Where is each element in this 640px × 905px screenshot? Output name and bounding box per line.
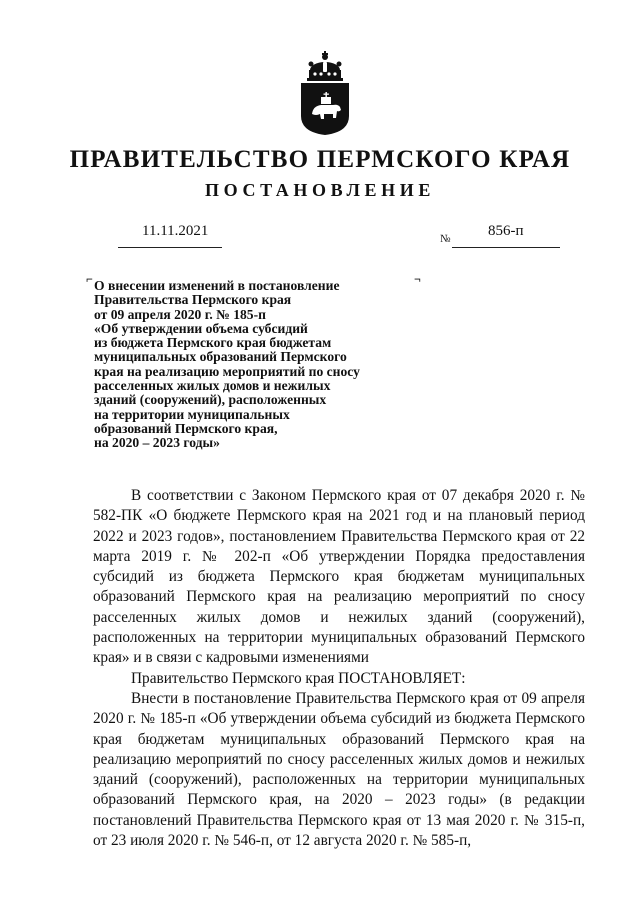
subject-line: О внесении изменений в постановление	[94, 278, 340, 293]
subject-block	[94, 279, 414, 451]
subject-line: муниципальных образований Пермского	[94, 349, 347, 365]
government-title: ПРАВИТЕЛЬСТВО ПЕРМСКОГО КРАЯ	[69, 146, 571, 173]
corner-bracket-top-left: ⌐	[86, 272, 93, 286]
body-paragraph-preamble: В соответствии с Законом Пермского края от 07 декабря 2020 г. № 582-ПК «О бюджете Пермского края на 2021 год и на плановый период 2022 и 2023 годов», постановлением Правительства Пермского края от 22 марта 2019 г. № 202-п «Об утверждении Порядка предоставления субсидий из бюджета Пермского края бюджетам муниципальных образований Пермского края на реализацию мероприятий по сносу расселенных жилых домов и нежилых зданий (сооружений), расположенных на территории муниципальных образований Пермского края» и в связи с кадровыми изменениями	[93, 487, 585, 667]
subject-line: Правительства Пермского края	[94, 292, 292, 308]
corner-bracket-top-right: ¬	[414, 272, 421, 286]
subject-line: на территории муниципальных	[94, 406, 290, 422]
subject-line: из бюджета Пермского края бюджетам	[94, 335, 332, 351]
number-sign: №	[440, 233, 451, 245]
subject-line: зданий (сооружений), расположенных	[94, 392, 327, 408]
document-date: 11.11.2021	[142, 223, 209, 239]
subject-line: расселенных жилых домов и нежилых	[94, 378, 331, 394]
document-number: 856-п	[488, 223, 524, 239]
body-paragraph-resolves: Правительство Пермского края ПОСТАНОВЛЯЕТ:	[131, 669, 466, 687]
subject-line: на 2020 – 2023 годы»	[94, 435, 220, 451]
number-field	[452, 221, 560, 248]
perm-krai-coat-of-arms-bear-icon	[297, 48, 353, 136]
date-field	[118, 221, 222, 248]
subject-line: образований Пермского края,	[94, 420, 278, 436]
subject-line: края на реализацию мероприятий по сносу	[94, 363, 360, 379]
body-paragraph-amendment: Внести в постановление Правительства Пермского края от 09 апреля 2020 г. № 185-п «Об утверждении объема субсидий из бюджета Пермского края бюджетам муниципальных образований Пермского края на реализацию мероприятий по сносу расселенных жилых домов и нежилых зданий (сооружений), расположенных на территории муниципальных образований Пермского края, на 2020 – 2023 годы» (в редакции постановлений Правительства Пермского края от 13 мая 2020 г. № 315-п, от 23 июля 2020 г. № 546-п, от 12 августа 2020 г. № 585-п,	[93, 689, 585, 850]
body-text	[93, 486, 585, 851]
subject-line: от 09 апреля 2020 г. № 185-п	[94, 306, 266, 322]
document-type-heading: ПОСТАНОВЛЕНИЕ	[205, 180, 435, 200]
subject-line: «Об утверждении объема субсидий	[94, 320, 308, 336]
